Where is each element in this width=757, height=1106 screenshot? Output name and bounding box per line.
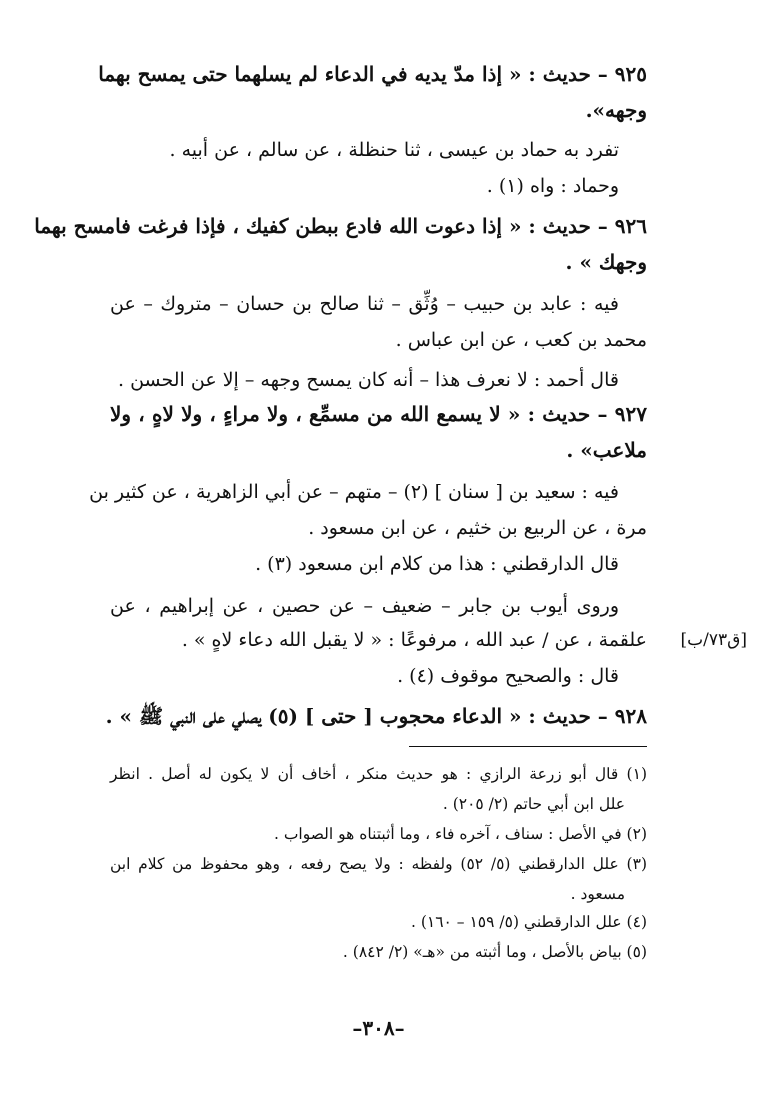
- text-line: تفرد به حماد بن عيسى ، ثنا حنظلة ، عن سالم ، عن أبيه .: [169, 139, 619, 161]
- text-line: فيه : سعيد بن [ سنان ] (٢) – متهم – عن أبي الزاهرية ، عن كثير بن: [89, 481, 619, 503]
- hadith-heading-line: ٩٢٧ – حديث : « لا يسمع الله من مسمِّع ، ولا مراءٍ ، ولا لاهٍ ، ولا: [110, 402, 647, 426]
- footnote-line: مسعود .: [570, 885, 625, 903]
- hadith-heading-line: ٩٢٥ – حديث : « إذا مدّ يديه في الدعاء لم يسلهما حتى يمسح بهما: [98, 62, 647, 86]
- text-line: فيه : عابد بن حبيب – وُثِّق – ثنا صالح بن حسان – متروك – عن: [110, 293, 619, 315]
- footnote-line: علل ابن أبي حاتم (٢/ ٢٠٥) .: [442, 795, 625, 813]
- hadith-heading-line: وجهك » .: [565, 250, 647, 274]
- page-number: –٣٠٨–: [352, 1016, 405, 1040]
- text-line: قال أحمد : لا نعرف هذا – أنه كان يمسح وجهه – إلا عن الحسن .: [118, 369, 619, 391]
- text-line: قال : والصحيح موقوف (٤) .: [397, 665, 619, 687]
- footnote-line: (١) قال أبو زرعة الرازي : هو حديث منكر ، أخاف أن لا يكون له أصل . انظر: [110, 765, 647, 783]
- hadith-heading-line: ملاعب» .: [566, 438, 647, 462]
- text-line: مرة ، عن الربيع بن خثيم ، عن ابن مسعود .: [308, 517, 647, 539]
- margin-folio-note: [ق٧٣/ب]: [680, 630, 747, 650]
- footnote-line: (٣) علل الدارقطني (٥/ ٥٢) ولفظه : ولا يصح رفعه ، وهو محفوظ من كلام ابن: [110, 855, 647, 873]
- footnote-line: (٢) في الأصل : سناف ، آخره فاء ، وما أثبتناه هو الصواب .: [273, 825, 647, 843]
- footnote-line: (٤) علل الدارقطني (٥/ ١٥٩ – ١٦٠) .: [410, 913, 647, 931]
- hadith-heading-line: ٩٢٨ – حديث : « الدعاء محجوب [ حتى ] (٥) يصلي على النبي ﷺ » .: [105, 704, 647, 728]
- text-line: محمد بن كعب ، عن ابن عباس .: [395, 329, 647, 351]
- text-line: وحماد : واه (١) .: [486, 175, 619, 197]
- hadith-heading-line: وجهه».: [585, 98, 647, 122]
- hadith-heading-line: ٩٢٦ – حديث : « إذا دعوت الله فادع ببطن كفيك ، فإذا فرغت فامسح بهما: [34, 214, 647, 238]
- text-line: وروى أيوب بن جابر – ضعيف – عن حصين ، عن إبراهيم ، عن: [110, 595, 619, 617]
- text-line: علقمة ، عن / عبد الله ، مرفوعًا : « لا يقبل الله دعاء لاهٍ » .: [181, 629, 647, 651]
- footnote-separator: [409, 746, 647, 747]
- text-line: قال الدارقطني : هذا من كلام ابن مسعود (٣) .: [255, 553, 619, 575]
- footnote-line: (٥) بياض بالأصل ، وما أثبته من «هـ» (٢/ ٨٤٢) .: [342, 943, 647, 961]
